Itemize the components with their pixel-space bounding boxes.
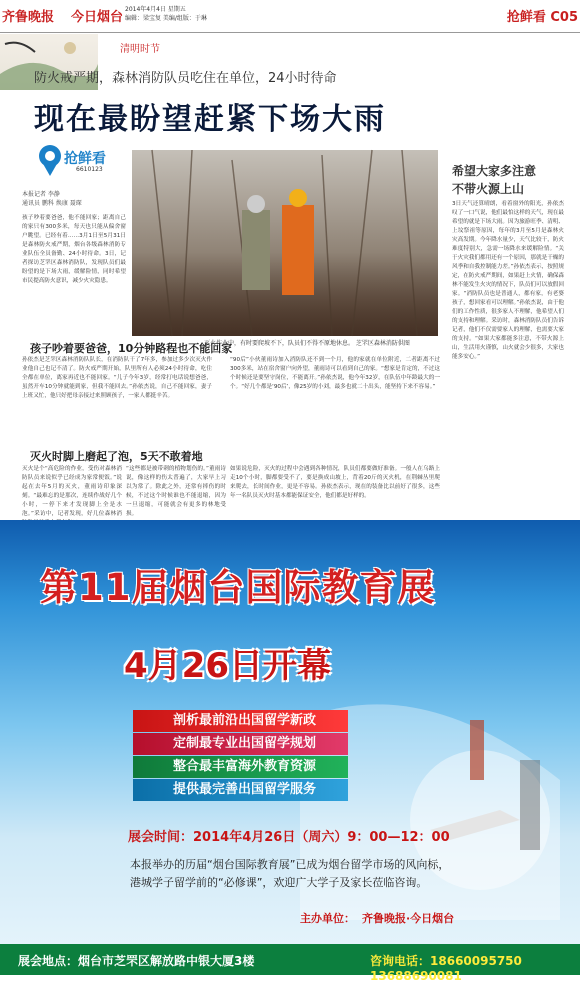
sponsor-label: 主办单位： [300, 912, 355, 925]
side-heading [452, 162, 536, 198]
header-meta [125, 5, 207, 23]
section3-col2: “这些都是被带刺的植物划伤的。”董雨诗说，像这样的伤太普遍了，大家早上习以为常了。除此之外，还常有摔伤的时候，不过这个时候谁也不能退缩，因为一旦退缩，可能就会有更多的林地受损。 [126, 466, 226, 517]
newspaper-brand: 齐鲁晚报 [2, 10, 55, 25]
ad-bullet-3: 整合最丰富海外教育资源 [133, 756, 348, 778]
ad-title: 第11届烟台国际教育展 [40, 566, 436, 609]
photo-caption: 灭火作业中，有时要爬坡不下，队员们不得不原地休息。 芝罘区森林消防供图 [204, 340, 410, 347]
byline-correspondents: 通讯员 鹏科 焕康 聂琛 [22, 200, 82, 207]
date-line: 2014年4月4日 星期五 [125, 6, 186, 13]
exhibit-time [128, 826, 450, 845]
firefighters-photo-icon [132, 150, 438, 336]
phone-label: 咨询电话： [370, 954, 431, 968]
side-heading-line1: 希望大家多注意 [452, 164, 537, 178]
qiangxian-logo [36, 140, 116, 180]
editor-line: 编辑：梁宝复 美编/组版：于琳 [125, 15, 207, 22]
side-heading-line2: 不带火源上山 [452, 182, 525, 196]
ad-bullet-2: 定制最专业出国留学规划 [133, 733, 348, 755]
story-headline: 现在最盼望赶紧下场大雨 [34, 102, 386, 137]
side-column-text: 3日天气还算晴朗，看着窗外的阳光，孙依杰叹了一口气说，他们最怕这样的天气，现在最希望的就是下场大雨。因为旅游旺季、清明、上坟祭祖等原因，每年的3月至5月是森林火灾高发期。今年降水量少，天气比较干，防火难度特别大，急需一场降水来缓解险情。“关于火灾我们都用还有一个原因，那就是干燥的风季和自我控制能力差。”孙依杰表示，按照规定，在防火戒严期间，如果赶上火情，确保森林不能发生火灾的情况下，队员们可以放假回家。“消防队员也是普通人，都有家，有老婆孩子，想回家看可以理解。”孙依杰说，由于他们的工作性质，很多家人不理解，他希望人们的支持和理解。采访时，森林消防队员们告诉记者，他们不仅需要家人的理解，也需要大家的支持。“如果大家都能多注意，不带火源上山，生活用火谨慎，山火就会少很多，大家也能多安心。” [452, 201, 564, 360]
byline [22, 190, 82, 208]
section3-col3: 如果说危险，灭火的过程中会遇到各种情况，队员们都要做好准备。一般人在乌路上走10个小时，脚都要受不了，要是换成山坡上，背着20斤的灭火机，在荆棘丛里爬来爬去，长时间作业，更是不容易。孙依杰表示，现在的装备比以前好了很多，这些年一名队员灭火时基本都能保证安全，他们都是好样的。 [230, 466, 440, 499]
ad-desc-line2: 港城学子留学前的“必修课”，欢迎广大学子及家长莅临咨询。 [130, 876, 428, 889]
ad-description [130, 856, 449, 892]
intro-rest: 3月1日至5月31日是森林防火戒严期，烟台各级森林消防专业队伍全员备勤、24小时待命。3日，记者探访芝罘区森林消防队，发现队员们最盼望的是下场大雨，缓解险情，同时希望市民提高防火意识，减少火灾隐患。 [22, 233, 126, 284]
sponsor-name: 齐鲁晚报·今日烟台 [362, 912, 455, 925]
story-subtitle: 防火戒严期，森林消防队员吃住在单位，24小时待命 [34, 71, 337, 86]
banner-tag: 清明时节 [120, 44, 160, 55]
contact-phone [370, 952, 580, 983]
venue: 展会地点：烟台市芝罘区解放路中银大厦3楼 [18, 954, 255, 968]
byline-reporter: 本报记者 李静 [22, 191, 60, 198]
ad-opening-date: 4月26日开幕 [124, 646, 331, 686]
page-code: C05 [550, 10, 578, 25]
section2-heading: 孩子吵着要爸爸，10分钟路程也不能回家 [30, 342, 233, 355]
section2-col1: 孙依杰是芝罘区森林消防队队长，在消防队干了7年多，参加过多少次灭火作业他自己也记不清了。防火戒严期开始，队里所有人必须24小时待命，吃住全都在单位，离家再近也不能回家。“儿子今年3岁，经常打电话说想爸爸，虽然开车10分钟就能到家，但我不能回去。”孙依杰说，自己不能回家，妻子上班又忙，他只好把母亲接过来照顾孩子，一家人都挺辛苦。 [22, 357, 212, 399]
exhibit-time-value: 2014年4月26日（周六）9：00—12：00 [193, 830, 450, 845]
section3-heading: 灭火时脚上磨起了泡，5天不敢着地 [30, 450, 203, 463]
intro-lead: 孩子吵着要爸爸，他不能回家；距离自己的家只有300多米，每天也只能从偏舍窗户眺望。已经有着…… [22, 215, 126, 239]
section-name: 抢鲜看 [506, 10, 546, 25]
logo-phone: 6610123 [76, 166, 103, 173]
intro-paragraph [22, 214, 126, 322]
news-photo [132, 150, 438, 336]
newspaper-edition: 今日烟台 [71, 10, 124, 25]
phone-number: 18660095750 13688690081 [370, 954, 522, 983]
ad-desc-line1: 本报举办的历届“烟台国际教育展”已成为烟台留学市场的风向标， [130, 858, 450, 871]
exhibit-time-label: 展会时间： [128, 830, 194, 845]
logo-label: 抢鲜看 [64, 151, 106, 167]
section2-col2: “90后”小伙董雨诗加入消防队还不到一个月，他的家就在单位附近，二者距离不过300多米，站在宿舍窗户向外望，董雨诗可以看到自己的家。“想家是肯定的，不过这个时候还是要坚守岗位，不能离开。”孙依杰说，他今年32岁，在队伍中年龄最大的一个。“好几个都是‘90后’，像25岁的小刘，最多也就二十出头，能坚持下来不容易。” [230, 357, 440, 390]
ad-bullet-4: 提供最完善出国留学服务 [133, 779, 348, 801]
section-label [507, 6, 578, 25]
ad-bullet-1: 剖析最前沿出国留学新政 [133, 710, 348, 732]
section3-col1: 灭火是个“高危险的作业，受伤对森林消防队员来说似乎已经成为家常便饭。”说起在去年5月的灭火，董雨诗印象深刻。“最难忘的是那次，连续作战好几个小时，一停下来才发现脚上全是水泡。”采访中，记者发现，好几位森林消 [22, 466, 122, 517]
